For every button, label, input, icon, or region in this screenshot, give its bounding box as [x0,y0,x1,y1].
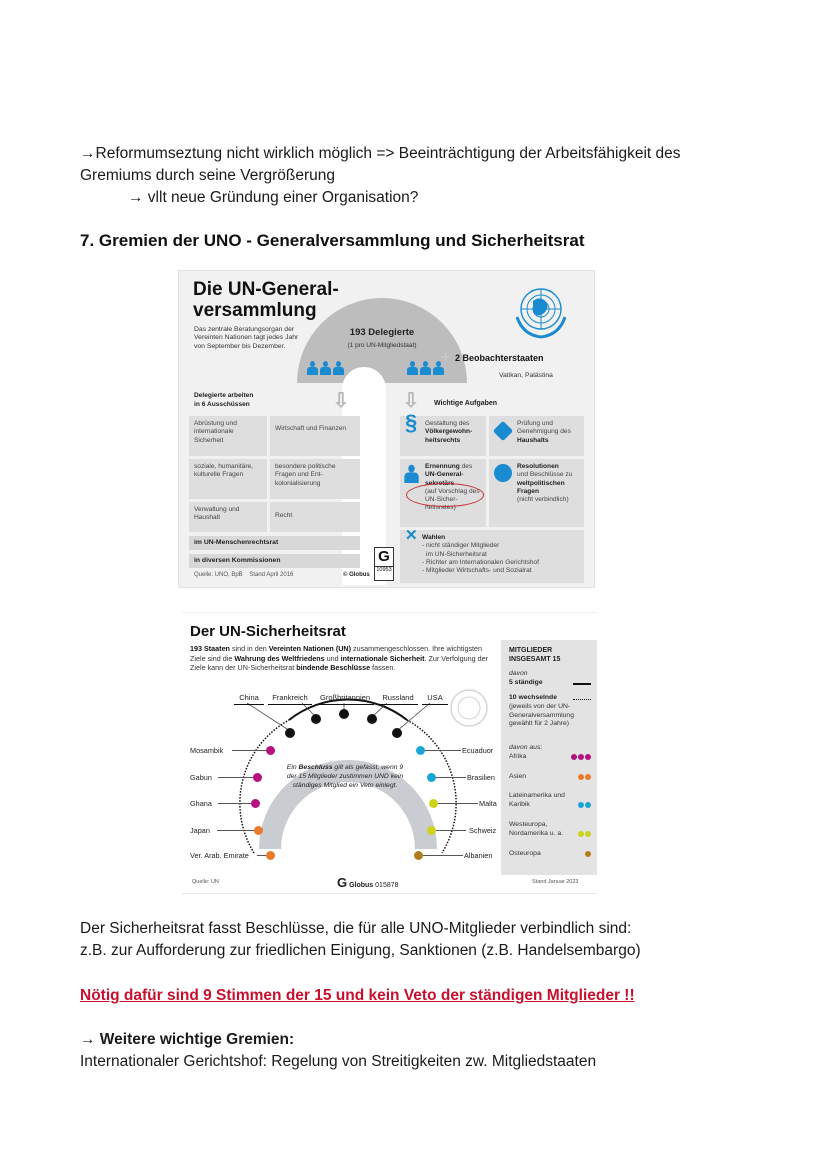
person-icon [404,465,418,485]
arc-text-1: Ein [286,764,299,771]
ga-globus-credit: © Globus [343,572,370,578]
legend-region-afrika [509,753,591,762]
sc-intro-t3: und [324,653,341,663]
red-annotation-circle [406,483,484,507]
legend-region-westeuropa: Westeuropa, Nordamerika u. a. [509,821,564,837]
sc-intro-b1: 193 Staaten [190,644,230,653]
person-icon [333,361,344,376]
ga-title-line1: Die UN-General- [193,279,339,300]
sc-globus-credit [337,875,399,890]
permanent-member-usa: USA [422,693,448,705]
committee-5: Verwaltung und Haushalt [189,502,267,532]
intro-line-2: Gremiums durch seine Vergrößerung [80,167,336,184]
committee-4: besondere politische Fragen und Ent-kolonialisierung [270,459,360,499]
task3-bold: Ernennung [425,463,460,470]
un-emblem-icon [509,279,573,343]
legend-permanent [509,679,591,688]
arrow-down-icon: ⇩ [332,390,350,412]
globus-number: 015878 [375,882,399,889]
latin-america-dot [416,746,425,755]
permanent-member-russia: Russland [378,693,418,705]
arrow-down-icon: ⇩ [402,390,420,412]
task4-bold2: weltpolitischen Fragen [517,479,565,495]
task1-bold: Völkergewohn-heitsrechts [425,428,473,444]
member-mosambik: Mosambik [190,746,224,755]
ga-source [194,572,293,578]
member-ghana: Ghana [190,799,212,808]
task3-bold2: UN-General-sekretärs [425,471,464,487]
asia-dot [254,826,263,835]
region-dots [571,754,591,760]
member-malta: Malta [479,799,497,808]
stack-icon [493,421,513,441]
eastern-europe-dot [414,851,423,860]
member-brasilien: Brasilien [467,773,495,782]
legend-rotating-note: (jeweils von der UN-Generalversammlung gewählt für 2 Jahre) [509,703,574,728]
western-europe-dot [429,799,438,808]
member-ecuador: Ecuaduor [462,746,494,755]
connector-line [425,750,461,751]
member-japan: Japan [190,826,210,835]
region-dots [585,851,591,857]
connector-line [217,830,254,831]
legend-davon: davon [509,670,528,677]
connector-line [232,750,266,751]
person-icon [307,361,318,376]
arc-text-bold: Beschluss [298,764,333,771]
commissions-bar: in diversen Kommissionen [189,554,360,568]
connector-line [436,830,466,831]
task3-plain2: (auf Vorschlag des UN-Sicher-heitsrates) [425,487,480,512]
elections-title: Wahlen [422,534,446,541]
committee-1: Abrüstung und internationale Sicherheit [189,416,267,456]
observer-states-names: Vatikan, Palästina [499,372,553,379]
election-item: - nicht ständiger Mitglieder [422,542,500,550]
sc-title: Der UN-Sicherheitsrat [190,623,346,640]
task4-plain: und Beschlüsse zu [517,471,573,479]
globus-number: 10953 [376,567,392,573]
red-requirement-note: Nötig dafür sind 9 Stimmen der 15 und kein Veto der ständigen Mitglieder !! [80,987,635,1004]
tasks-heading: Wichtige Aufgaben [434,400,498,407]
ga-stand: Stand April 2016 [249,572,294,578]
task4-note: (nicht verbindlich) [517,496,569,504]
connector-line [436,777,466,778]
sc-intro-t1: sind in den [229,644,269,653]
task2-plain: Prüfung und Genehmigung des [517,420,571,436]
decision-rule-text [285,763,405,791]
ga-source-text: Quelle: UNO, BpB [194,572,243,578]
committees-heading [194,391,253,409]
member-albanien: Albanien [464,851,493,860]
connector-line [423,855,463,856]
committee-2: Wirtschaft und Finanzen [270,416,360,456]
globus-label: Globus [349,882,374,889]
committees-heading-2: in 6 Ausschüssen [194,401,250,408]
solid-line-icon [573,683,591,685]
region-dots [578,802,591,808]
body-line-1: Der Sicherheitsrat fasst Beschlüsse, die für alle UNO-Mitglieder verbindlich sind: [80,920,632,937]
sc-intro-b5: bindende Beschlüsse [296,663,371,673]
observer-states: 2 Beobachterstaaten [455,353,544,363]
africa-dot [266,746,275,755]
connector-line [438,803,478,804]
person-icon [320,361,331,376]
legend-davon-aus: davon aus: [509,744,543,751]
task-resolutions [489,459,584,527]
legend-region-osteuropa [509,850,591,859]
legend-rotating [509,694,591,703]
connector-line [218,777,253,778]
intro-line-3: → vllt neue Gründung einer Organisation? [128,189,419,206]
council-arc-diagram [182,613,502,873]
member-uae: Ver. Arab. Emirate [190,851,249,860]
western-europe-dot [427,826,436,835]
sc-intro-b3: Wahrung des Weltfriedens [234,653,325,663]
task-budget [489,416,584,456]
task-customary-law [400,410,486,456]
elections-box [400,527,584,583]
committees-heading-1: Delegierte arbeiten [194,392,254,399]
people-icons-right [407,361,444,376]
sc-intro-b2: Vereinten Nationen (UN) [268,644,351,653]
human-rights-council-bar: im UN-Menschenrechtsrat [189,536,360,550]
connector-line [218,803,251,804]
task2-bold: Haushalts [517,436,549,444]
ga-title [193,279,339,321]
person-icon [420,361,431,376]
asia-dot [266,851,275,860]
section-heading: 7. Gremien der UNO - Generalversammlung und Sicherheitsrat [80,231,585,250]
arc-text-2: gilt als gefasst, wenn 9 der 15 Mitglieder zustimmen UND kein ständiges Mitglied ein Veto einlegt. [286,764,404,790]
permanent-member-france: Frankreich [268,693,312,705]
ballot-x-icon: ✕ [405,527,418,544]
region-dots [578,831,591,837]
legend-region-asien [509,773,591,782]
sc-source: Quelle: UN [192,879,219,885]
task3-plain1: des [459,463,473,470]
person-icon [407,361,418,376]
sc-intro-b4: internationale Sicherheit [340,653,425,663]
intro-line-1: →Reformumseztung nicht wirklich möglich => Beeinträchtigung der Arbeitsfähigkeit des [80,145,681,162]
people-icons-left [307,361,344,376]
members-legend [501,640,597,875]
committee-3: soziale, humanitäre, kulturelle Fragen [189,459,267,499]
region-dots [578,774,591,780]
general-assembly-infographic [178,270,595,588]
ga-description: Das zentrale Beratungsorgan der Vereinten Nationen tagt jedes Jahr von September bis Dezember. [194,326,299,350]
region-name: Osteuropa [509,850,541,857]
globe-icon [494,464,512,482]
sc-stand: Stand Januar 2023 [532,879,579,885]
region-name: Afrika [509,753,527,760]
election-item: im UN-Sicherheitsrat [426,550,487,558]
task1-plain: Gestaltung des [425,420,470,427]
member-gabun: Gabun [190,773,212,782]
connector-line [257,855,266,856]
africa-dot [251,799,260,808]
election-item: - Richter am Internationalen Gerichtshof [422,558,539,566]
legend-rotating-label: 10 wechselnde [509,694,557,701]
permanent-member-china: China [234,693,264,705]
committee-6: Recht [270,502,360,532]
ga-title-line2: versammlung [193,300,317,321]
further-bodies-heading: → Weitere wichtige Gremien: [80,1031,295,1048]
legend-heading: MITGLIEDER INSGESAMT 15 [509,647,561,663]
sc-intro-t4: . Zur Verfolgung der Ziele kann der UN-Sicherheitsrat [190,653,489,673]
delegates-sub: (1 pro UN-Mitgliedstaat) [347,342,417,349]
permanent-member-uk: Großbritannien [316,693,374,705]
dotted-line-icon [573,699,591,700]
legend-region-lateinamerika: Lateinamerika und Karibik [509,792,565,808]
region-name: Asien [509,773,527,780]
globus-logo-icon: G 10953 [374,547,394,581]
latin-america-dot [427,773,436,782]
security-council-infographic [182,612,597,894]
sc-intro-t2: zusammengeschlossen. Ihre wichtigsten Ziele sind die [190,644,483,663]
further-bodies-line: Internationaler Gerichtshof: Regelung von Streitigkeiten zw. Mitgliedstaaten [80,1053,597,1070]
task4-bold: Resolutionen [517,463,559,470]
plus-icon: + [441,349,451,366]
election-item: - Mitglieder Wirtschafts- und Sozialrat [422,567,532,575]
member-schweiz: Schweiz [469,826,497,835]
legend-permanent-label: 5 ständige [509,679,543,686]
delegates-count: 193 Delegierte [349,327,415,338]
globus-logo-icon: G [337,875,348,890]
sc-intro-t5: fassen. [370,663,396,673]
body-line-2: z.B. zur Aufforderung zur friedlichen Einigung, Sanktionen (z.B. Handelsembargo) [80,942,641,959]
africa-dot [253,773,262,782]
paragraph-icon: § [405,410,418,435]
